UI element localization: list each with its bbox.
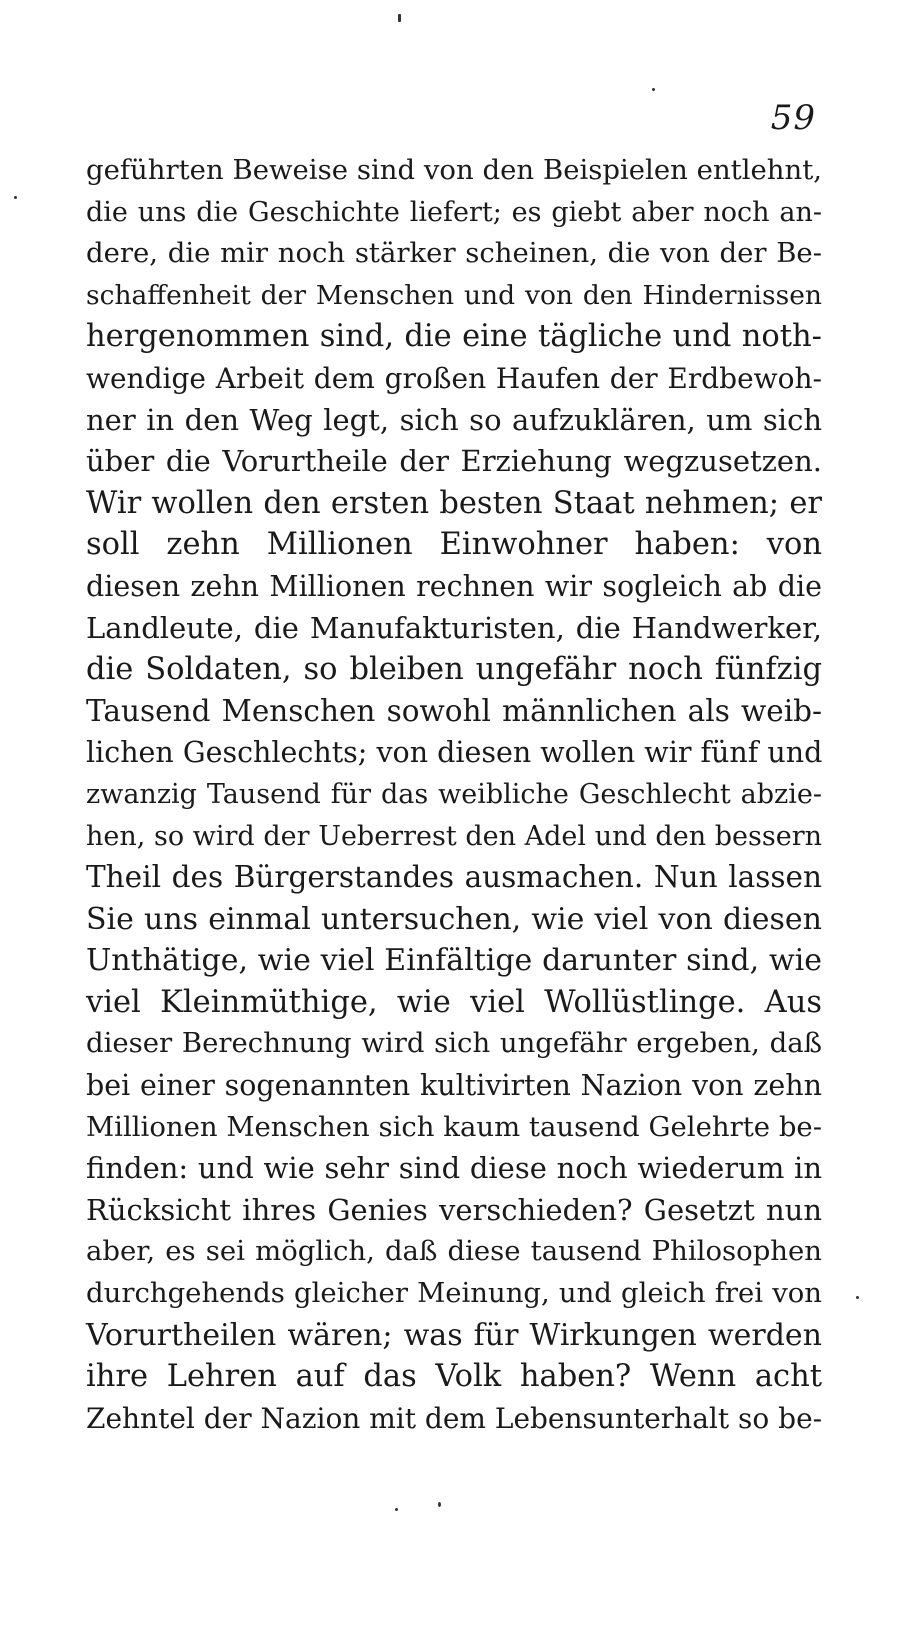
text-line: hen, so wird der Ueberrest den Adel und den bessern — [86, 820, 822, 852]
text-line: geführten Beweise sind von den Beispielen entlehnt, — [86, 154, 822, 186]
text-line: ner in den Weg legt, sich so aufzuklären, um sich — [86, 402, 822, 437]
text-line: Vorurtheilen wären; was für Wirkungen werden — [86, 1317, 822, 1353]
page-number: 59 — [770, 98, 816, 138]
text-line: soll zehn Millionen Einwohner haben: von — [86, 527, 822, 563]
ink-speck — [438, 1502, 441, 1507]
text-line: Theil des Bürgerstandes ausmachen. Nun lassen — [86, 860, 822, 895]
text-line: die Soldaten, so bleiben ungefähr noch fünfzig — [86, 652, 822, 688]
text-line: über die Vorurtheile der Erziehung wegzusetzen. — [86, 444, 822, 479]
text-line: Tausend Menschen sowohl männlichen als weib- — [86, 693, 822, 728]
text-line: dere, die mir noch stärker scheinen, die von der Be- — [86, 237, 822, 270]
text-line: finden: und wie sehr sind diese noch wiederum in — [86, 1151, 822, 1186]
ink-speck — [14, 196, 17, 199]
text-line: viel Kleinmüthige, wie viel Wollüstlinge. Aus — [86, 984, 822, 1020]
text-line: Sie uns einmal untersuchen, wie viel von diesen — [86, 901, 822, 937]
ink-speck — [395, 1508, 398, 1511]
text-line: diesen zehn Millionen rechnen wir sogleich ab die — [86, 569, 822, 603]
text-line: Landleute, die Manufakturisten, die Handwerker, — [86, 610, 822, 645]
text-line: Unthätige, wie viel Einfältige darunter sind, wie — [86, 943, 822, 979]
ink-speck — [856, 1296, 859, 1299]
text-line: Wir wollen den ersten besten Staat nehmen; er — [86, 485, 822, 521]
text-line: hergenommen sind, die eine tägliche und noth- — [86, 319, 822, 355]
text-line: zwanzig Tausend für das weibliche Geschlecht abzie- — [86, 778, 822, 810]
body-text — [86, 150, 822, 1439]
text-line: Zehntel der Nazion mit dem Lebensunterhalt so be- — [86, 1401, 823, 1435]
text-line: dieser Berechnung wird sich ungefähr ergeben, daß — [86, 1027, 822, 1060]
text-line: die uns die Geschichte liefert; es giebt aber noch an- — [86, 196, 822, 228]
text-line: aber, es sei möglich, daß diese tausend Philosophen — [86, 1235, 822, 1268]
text-line: durchgehends gleicher Meinung, und gleich frei von — [86, 1277, 822, 1310]
ink-speck — [398, 14, 401, 22]
text-line: schaffenheit der Menschen und von den Hindernissen — [86, 279, 822, 311]
ink-speck — [652, 88, 655, 91]
text-line: Rücksicht ihres Genies verschieden? Gesetzt nun — [86, 1192, 822, 1227]
text-line: ihre Lehren auf das Volk haben? Wenn acht — [86, 1359, 822, 1395]
text-line: bei einer sogenannten kultivirten Nazion von zehn — [86, 1069, 822, 1103]
text-line: lichen Geschlechts; von diesen wollen wir fünf und — [86, 736, 823, 770]
text-line: Millionen Menschen sich kaum tausend Gelehrte be- — [86, 1110, 822, 1143]
text-line: wendige Arbeit dem großen Haufen der Erdbewoh- — [86, 361, 822, 395]
